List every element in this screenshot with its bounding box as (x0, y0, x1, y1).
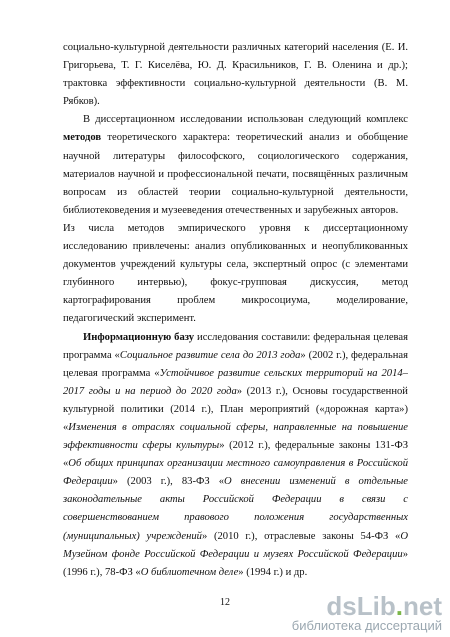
text-run: » (1996 г.), 78-ФЗ « (63, 548, 408, 578)
watermark (292, 593, 442, 633)
body-text (63, 39, 408, 582)
text-run: Из числа методов эмпирического уровня к диссертационному исследованию привлечены: анализ опубликованных и неопубликованных документов учреждений культуры села, экспертный опрос (с элементами глубинного интервью), фокус-групповая дискуссия, метод картографирования проблем микросоциума, моделирование, педагогический эксперимент. (63, 222, 408, 325)
text-run: » (2002 г.), федеральная целевая программа « (63, 349, 409, 379)
bold-term: Информационную базу (83, 331, 195, 343)
italic-title: Устойчивое развитие сельских территорий на 2014–2017 годы и на период до 2020 года (63, 367, 408, 397)
italic-title: О Музейном фонде Российской Федерации и музеях Российской Федерации (63, 530, 408, 560)
page-number: 12 (220, 597, 230, 608)
paragraph (63, 220, 408, 329)
paragraph (63, 39, 408, 111)
watermark-logo-tld: net (403, 591, 442, 621)
watermark-logo (292, 593, 442, 619)
text-run: » (2012 г.), федеральные законы 131-ФЗ « (63, 440, 408, 470)
watermark-subtitle: библиотека диссертаций (291, 618, 442, 633)
text-run: » (2010 г.), отраслевые законы 54-ФЗ « (201, 530, 401, 542)
text-run: » (1994 г.) и др. (238, 566, 308, 578)
paragraph (63, 329, 408, 582)
text-run: » (2013 г.), Основы государственной культурной политики (2014 г.), План мероприятий («дорожная карта») « (63, 385, 408, 433)
italic-title: Социальное развитие села до 2013 года (119, 349, 301, 361)
watermark-logo-dot: . (395, 591, 403, 621)
bold-term: методов (63, 132, 102, 144)
watermark-logo-main: dsLib (326, 591, 396, 621)
italic-title: Об общих принципах организации местного самоуправления в Российской Федерации (63, 458, 408, 488)
italic-title: О внесении изменений в отдельные законодательные акты Российской Федерации в связи с совершенствованием правового положения государственных (муниципальных) учреждений (63, 476, 408, 542)
text-run: В диссертационном исследовании использован следующий комплекс (83, 114, 408, 126)
paragraph (63, 111, 408, 220)
text-run: исследования составили: федеральная целевая программа « (63, 331, 408, 361)
text-run: социально-культурной деятельности различных категорий населения (Е. И. Григорьева, Т. Г. Киселёва, Ю. Д. Красильников, Г. В. Оленина и др.); трактовка эффективности социально-культурной деятельности (В. М. Рябков). (63, 42, 408, 108)
italic-title: О библиотечном деле (140, 566, 239, 578)
italic-title: Изменения в отраслях социальной сферы, направленные на повышение эффективности сферы культуры (63, 421, 408, 452)
text-run: » (2003 г.), 83-ФЗ « (112, 476, 225, 488)
text-run: теоретического характера: теоретический анализ и обобщение научной литературы философского, социологического содержания, материалов научной и профессиональной печати, посвящённых различным вопросам из областей теории социально-культурной деятельности, библиотековедения и музееведения отечественных и зарубежных авторов. (63, 132, 408, 216)
